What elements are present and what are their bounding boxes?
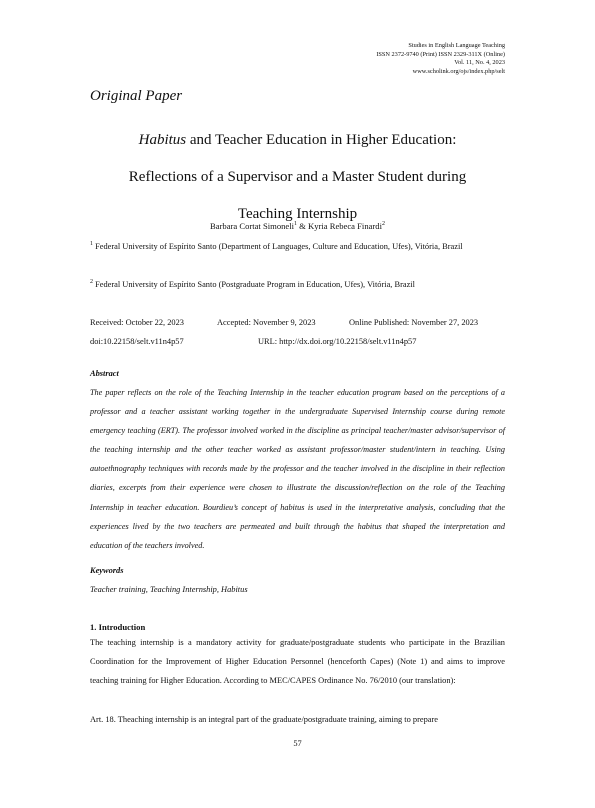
author-1: Barbara Cortat Simoneli xyxy=(210,221,295,231)
abstract-heading: Abstract xyxy=(90,369,119,378)
introduction-text: The teaching internship is a mandatory activity for graduate/postgraduate students who participate in the Brazilian Coordination for the Improvement of Higher Education Personnel (henceforth Capes) (Note 1) and aims to improve teaching training for Higher Education. According to MEC/CAPES Ordinance No. 76/2010 (our translation): xyxy=(90,638,505,686)
page-number: 57 xyxy=(293,739,302,748)
affiliation-2-text: Federal University of Espírito Santo (Postgraduate Program in Education, Ufes), Vitória, Brazil xyxy=(93,280,415,289)
keywords-heading: Keywords xyxy=(90,566,124,575)
author-1-affiliation-mark: 1 xyxy=(294,221,298,228)
author-2: Kyria Rebeca Finardi xyxy=(308,221,382,231)
publication-info xyxy=(90,313,505,351)
title-line-2: Reflections of a Supervisor and a Master Student during xyxy=(128,169,467,185)
introduction-heading: 1. Introduction xyxy=(90,622,146,632)
doi-row xyxy=(90,332,505,351)
published-date: Online Published: November 27, 2023 xyxy=(349,318,479,327)
author-separator: & xyxy=(297,221,308,231)
journal-url[interactable]: www.scholink.org/ojs/index.php/selt xyxy=(412,67,505,75)
title-line-1-rest: and Teacher Education in Higher Education: xyxy=(186,132,457,148)
doi-url[interactable]: URL: http://dx.doi.org/10.22158/selt.v11n4p57 xyxy=(258,337,417,346)
paper-title xyxy=(90,122,505,233)
keywords-text: Teacher training, Teaching Internship, Habitus xyxy=(90,585,248,594)
received-date: Received: October 22, 2023 xyxy=(90,318,184,327)
journal-name: Studies in English Language Teaching xyxy=(408,42,505,49)
title-line-1 xyxy=(90,122,505,159)
abstract-text: The paper reflects on the role of the Teaching Internship in the teacher education program based on the perceptions of a professor and a teacher assistant working together in the undergraduate Supervised Internship course during remote emergency teaching (ERT). The professor involved worked in the discipline as principal teacher/master advisor/supervisor of the teaching internship and the other teacher worked as assistant professor/master student/intern in teaching. Using autoethnography techniques with records made by the professor and the teacher involved in the discipline in their reflection diaries, excerpts from their experience were chosen to illustrate the discussion/reflection on the role of the Teaching Internship in teacher education. Bourdieu’s concept of habitus is used in the interpretative analysis, concluding that the experiences lived by the two teachers are permeated and built through the habitus that shaped the interpretation and education of the teachers involved. xyxy=(90,388,505,550)
journal-volume: Vol. 11, No. 4, 2023 xyxy=(454,59,505,67)
affiliation-1-number: 1 xyxy=(90,241,93,248)
article-18-text: Art. 18. Theaching internship is an integral part of the graduate/postgraduate training, aiming to prepare xyxy=(90,715,438,724)
affiliation-2 xyxy=(90,275,505,294)
dates-row xyxy=(90,313,505,332)
doi: doi:10.22158/selt.v11n4p57 xyxy=(90,337,184,346)
affiliation-1 xyxy=(90,237,505,256)
title-italic-term: Habitus xyxy=(138,132,187,148)
author-list xyxy=(90,221,505,231)
paper-type: Original Paper xyxy=(90,88,183,104)
title-line-3: Teaching Internship xyxy=(237,206,358,222)
journal-header xyxy=(376,42,505,76)
accepted-date: Accepted: November 9, 2023 xyxy=(217,318,316,327)
affiliation-2-number: 2 xyxy=(90,279,93,286)
journal-issn: ISSN 2372-9740 (Print) ISSN 2329-311X (Online) xyxy=(376,50,505,58)
affiliation-1-text: Federal University of Espírito Santo (Department of Languages, Culture and Education, Ufes), Vitória, Brazil xyxy=(93,242,463,251)
author-2-affiliation-mark: 2 xyxy=(381,221,385,228)
